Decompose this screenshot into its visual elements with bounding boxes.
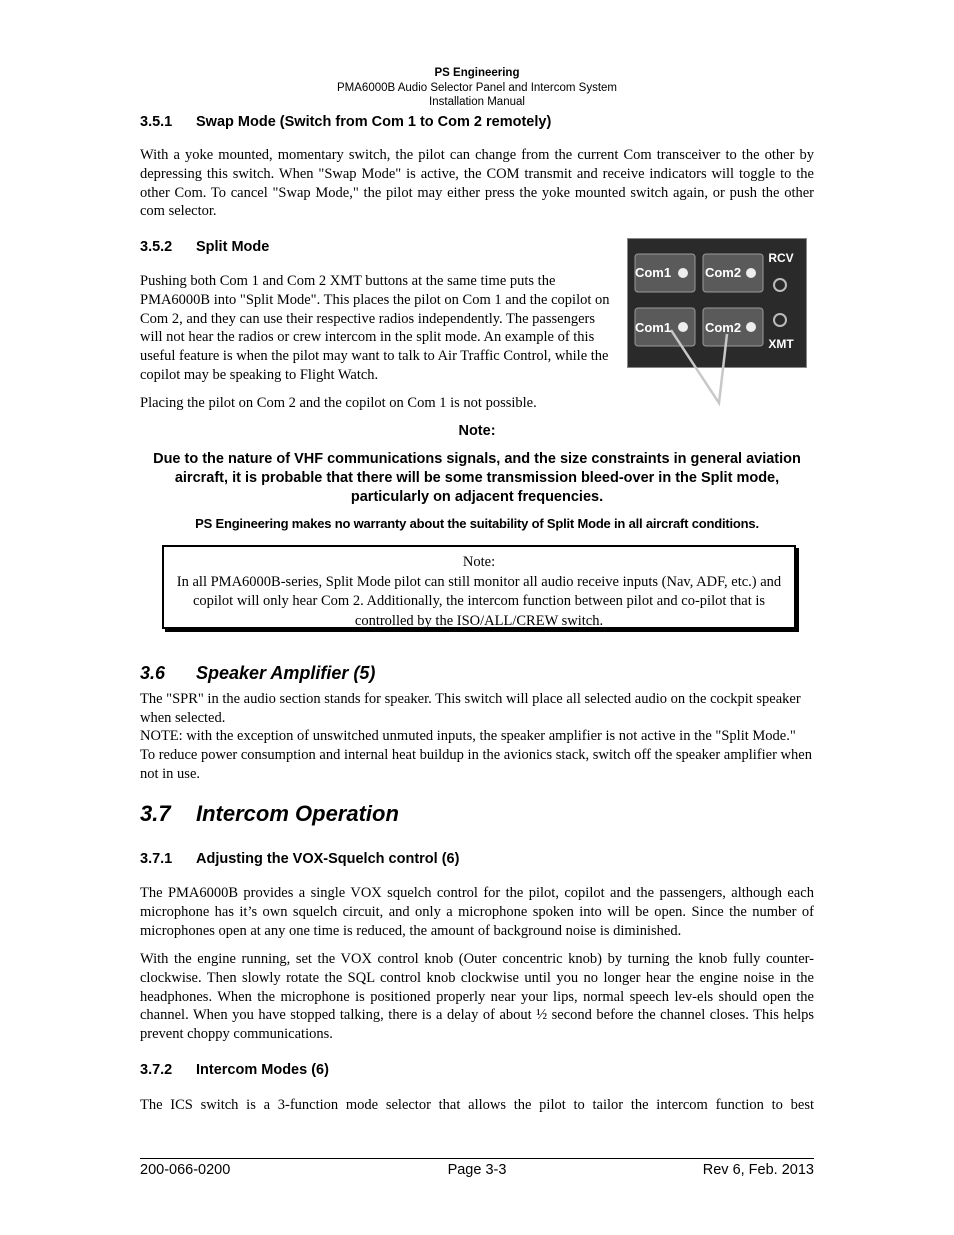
- para-split-not-possible: Placing the pilot on Com 2 and the copilot on Com 1 is not possible.: [140, 395, 537, 411]
- note-box-text: In all PMA6000B-series, Split Mode pilot can still monitor all audio receive inputs (Nav, ADF, etc.) and copilot will only hear Com 2. Additionally, the intercom function between pilot and co-pilot that is controlled by the ISO/ALL/CREW switch.: [176, 573, 782, 629]
- header-doc: Installation Manual: [429, 96, 525, 109]
- heading-title: Intercom Modes (6): [196, 1062, 329, 1078]
- heading-3-5-1: [140, 114, 551, 130]
- footer-divider: [140, 1158, 814, 1159]
- heading-number: 3.7.1: [140, 851, 173, 867]
- heading-number: 3.7: [140, 801, 171, 826]
- para-intercom-modes: The ICS switch is a 3-function mode selector that allows the pilot to tailor the intercom function to best: [140, 1097, 814, 1113]
- header-company: PS Engineering: [434, 67, 520, 79]
- com2-label: Com2: [704, 265, 742, 280]
- para-speaker-2: NOTE: with the exception of unswitched unmuted inputs, the speaker amplifier is not active in the "Split Mode." To reduce power consumption and internal heat buildup in the avionics stack, switch off the speaker amplifier when not in use.: [140, 728, 812, 782]
- com2-xmt-led: [746, 322, 756, 332]
- heading-title: Adjusting the VOX-Squelch control (6): [196, 851, 460, 867]
- para-swap-mode: With a yoke mounted, momentary switch, the pilot can change from the current Com transceiver to the other by depressing this switch. When "Swap Mode" is active, the COM transmit and receive indicators will toggle to the other Com. To cancel "Swap Mode," the pilot may either press the yoke mounted switch again, or push the other com selector.: [140, 147, 814, 220]
- warranty-note: PS Engineering makes no warranty about the suitability of Split Mode in all aircraft conditions.: [195, 516, 759, 531]
- note-box-label: Note:: [462, 554, 496, 570]
- com2-xmt-label: Com2: [704, 320, 742, 335]
- heading-3-7-1: [140, 851, 459, 867]
- heading-number: 3.5.1: [140, 114, 173, 130]
- footer-page-number: Page 3-3: [447, 1162, 507, 1178]
- rcv-label: RCV: [768, 251, 794, 265]
- heading-title: Swap Mode (Switch from Com 1 to Com 2 remotely): [196, 114, 552, 130]
- para-speaker-1: The "SPR" in the audio section stands for speaker. This switch will place all selected audio on the cockpit speaker when selected.: [140, 691, 801, 726]
- heading-3-7: [140, 801, 399, 827]
- heading-number: 3.7.2: [140, 1062, 173, 1078]
- footer-revision: Rev 6, Feb. 2013: [702, 1162, 814, 1178]
- xmt-label: XMT: [768, 337, 794, 351]
- para-split-mode: Pushing both Com 1 and Com 2 XMT buttons at the same time puts the PMA6000B into "Split Mode". This places the pilot on Com 1 and the copilot on Com 2, and they can use their respective radios independently. The passengers will not hear the radios or crew intercom in the split mode. An example of this useful feature is when the pilot may want to talk to Air Traffic Control, while the copilot may be speaking to Flight Watch.: [140, 273, 610, 383]
- header-product: PMA6000B Audio Selector Panel and Intercom System: [337, 81, 617, 94]
- com1-rcv-led: [678, 268, 688, 278]
- com1-xmt-led: [678, 322, 688, 332]
- para-vox-2: With the engine running, set the VOX control knob (Outer concentric knob) by turning the knob fully counter-clockwise. Then slowly rotate the SQL control knob clockwise until you no longer hear the engine noise in the headphones. When the microphone is positioned properly near your lips, normal speech lev-els should open the channel. When you have stopped talking, there is a delay of about ½ second before the channel closes. This helps prevent choppy communications.: [140, 951, 814, 1043]
- para-vox-1: The PMA6000B provides a single VOX squelch control for the pilot, copilot and the passengers, although each microphone has it’s own squelch circuit, and only a microphone spoken into will be open. Since the number of microphones open at any one time is reduced, the amount of background noise is diminished.: [140, 885, 814, 939]
- heading-title: Intercom Operation: [196, 801, 399, 826]
- heading-3-6: [140, 663, 375, 684]
- note-text: Due to the nature of VHF communications signals, and the size constraints in general aviation aircraft, it is probable that there will be some transmission bleed-over in the Split mode, particularly on adjacent frequencies.: [153, 451, 801, 505]
- audio-panel-image: [627, 238, 807, 408]
- heading-3-5-2: [140, 239, 269, 255]
- footer-doc-number: 200-066-0200: [140, 1162, 231, 1178]
- heading-number: 3.5.2: [140, 239, 173, 255]
- page-header: [0, 66, 954, 110]
- heading-3-7-2: [140, 1062, 329, 1078]
- heading-title: Split Mode: [196, 239, 270, 255]
- com1-xmt-label: Com1: [634, 320, 672, 335]
- heading-number: 3.6: [140, 663, 166, 683]
- heading-title: Speaker Amplifier (5): [196, 663, 376, 683]
- com2-rcv-led: [746, 268, 756, 278]
- audio-panel-figure: [627, 238, 807, 368]
- note-label: Note:: [458, 423, 496, 439]
- com1-label: Com1: [634, 265, 672, 280]
- note-box: [162, 545, 796, 629]
